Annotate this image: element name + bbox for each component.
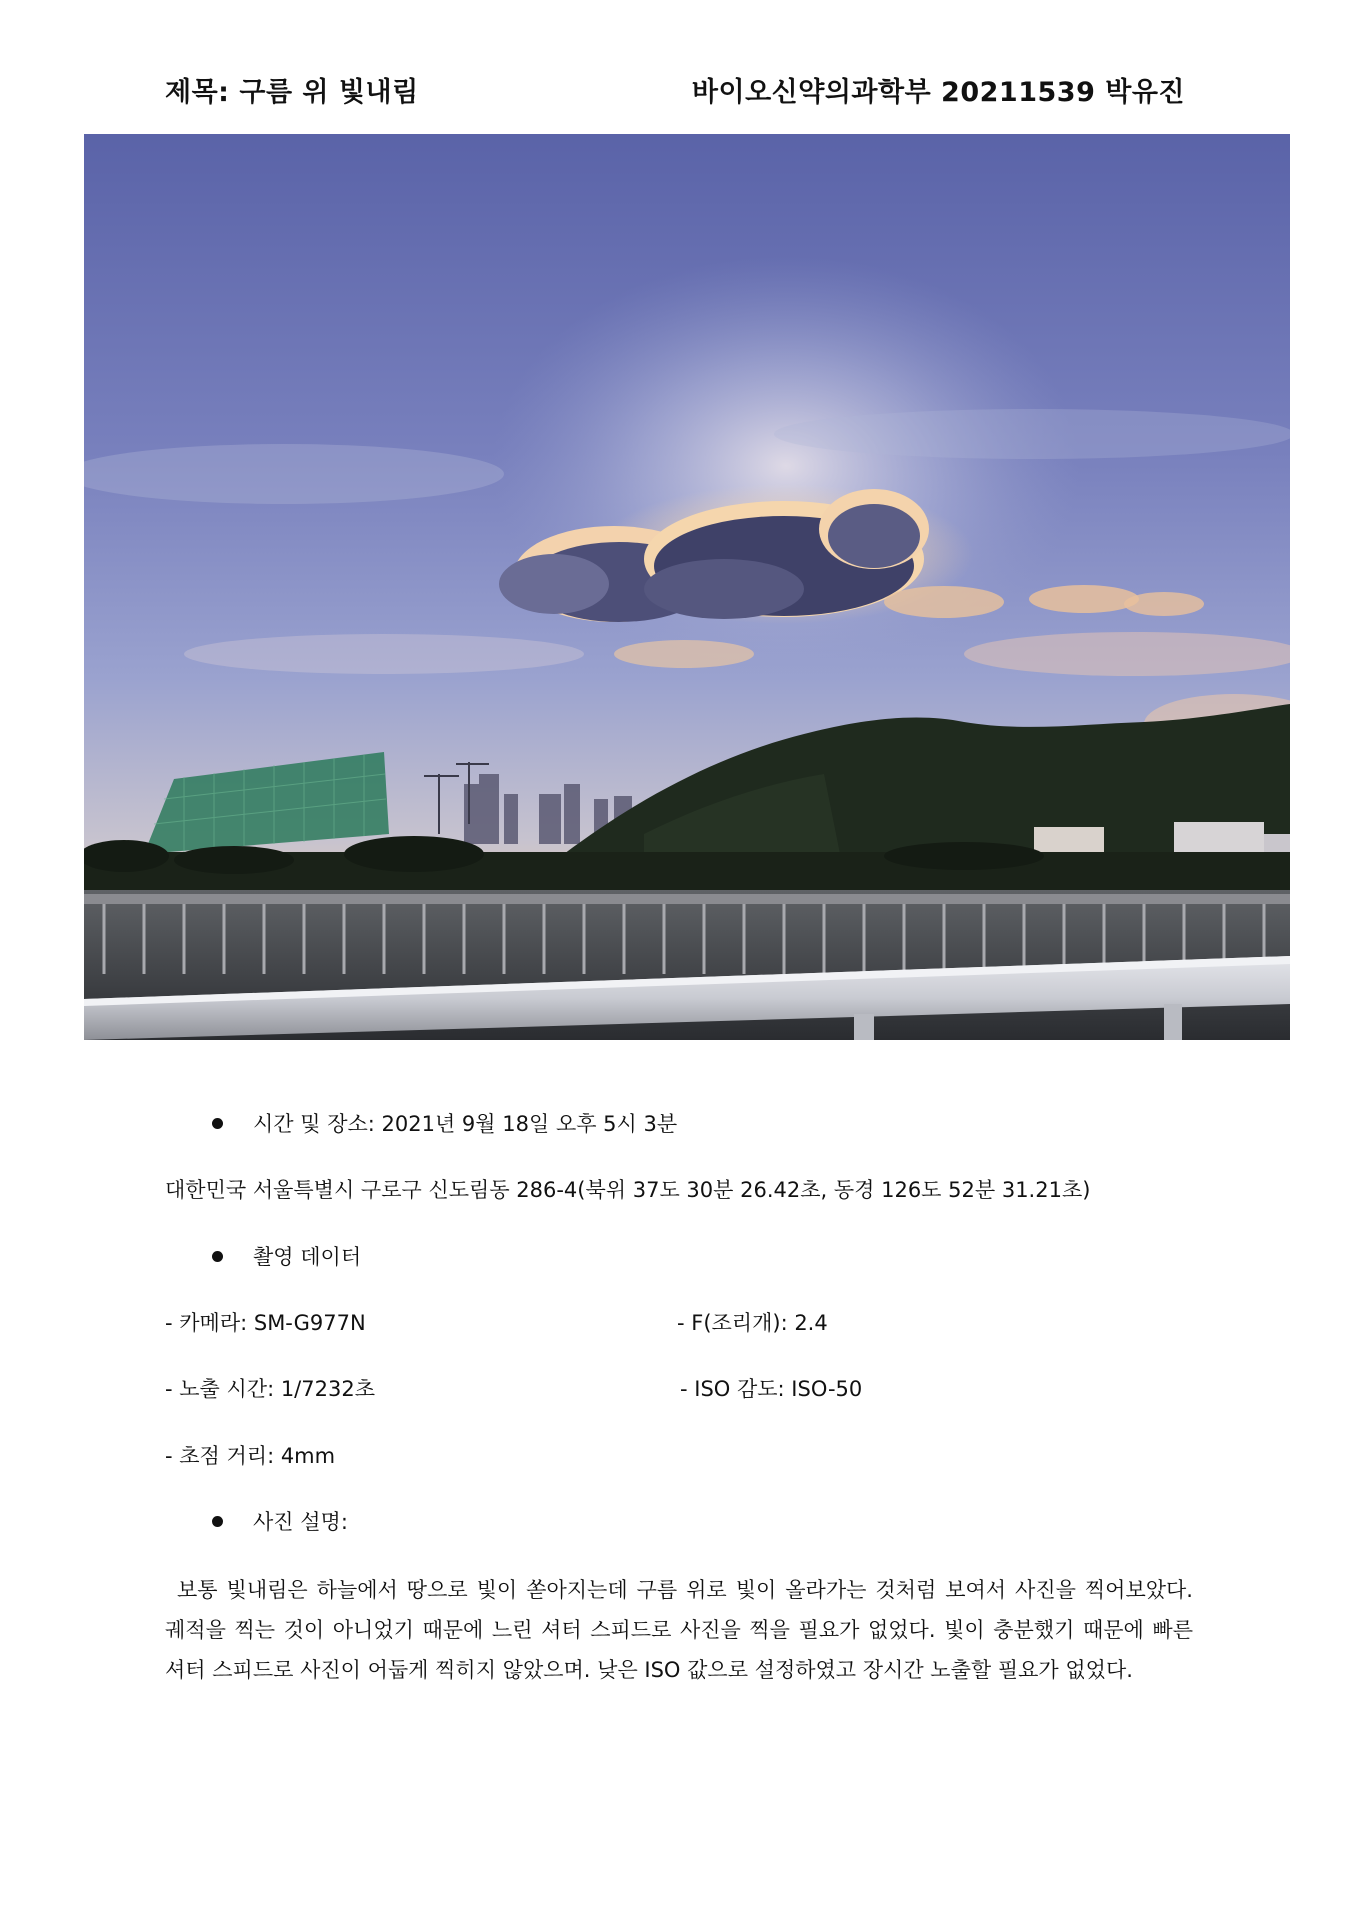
- bullet-icon: [212, 1118, 223, 1129]
- camera-line: - 카메라: SM-G977N: [165, 1311, 366, 1335]
- aperture-line: - F(조리개): 2.4: [677, 1311, 828, 1335]
- author-info: 바이오신약의과학부 20211539 박유진: [691, 77, 1185, 108]
- description-paragraph: 보통 빛내림은 하늘에서 땅으로 빛이 쏟아지는데 구름 위로 빛이 올라가는 것처럼 보여서 사진을 찍어보았다. 궤적을 찍는 것이 아니었기 때문에 느린 셔터 스피드로 사진을 찍을 필요가 없었다. 빛이 충분했기 때문에 빠른 셔터 스피드로 사진이 어둡게 찍히지 않았으며. 낮은 ISO 값으로 설정하였고 장시간 노출할 필요가 없었다.: [165, 1578, 1193, 1682]
- sunset-cloud-photo: [84, 134, 1290, 1040]
- bullet-icon: [212, 1516, 223, 1527]
- iso-line: - ISO 감도: ISO-50: [680, 1377, 863, 1401]
- shooting-data-label: 촬영 데이터: [253, 1245, 362, 1269]
- exposure-line: - 노출 시간: 1/7232초: [165, 1377, 375, 1401]
- time-place-bullet: [212, 1114, 677, 1135]
- address-line: 대한민국 서울특별시 구로구 신도림동 286-4(북위 37도 30분 26.42초, 동경 126도 52분 31.21초): [165, 1178, 1091, 1202]
- focal-length-line: - 초점 거리: 4mm: [165, 1444, 336, 1468]
- description-label: 사진 설명:: [253, 1510, 348, 1534]
- document-header: [165, 70, 1185, 110]
- shooting-data-bullet: [212, 1247, 361, 1268]
- document-title: 제목: 구름 위 빛내림: [165, 77, 419, 108]
- bullet-icon: [212, 1251, 223, 1262]
- description-bullet: [212, 1512, 348, 1533]
- time-place-label: 시간 및 장소: 2021년 9월 18일 오후 5시 3분: [253, 1112, 678, 1136]
